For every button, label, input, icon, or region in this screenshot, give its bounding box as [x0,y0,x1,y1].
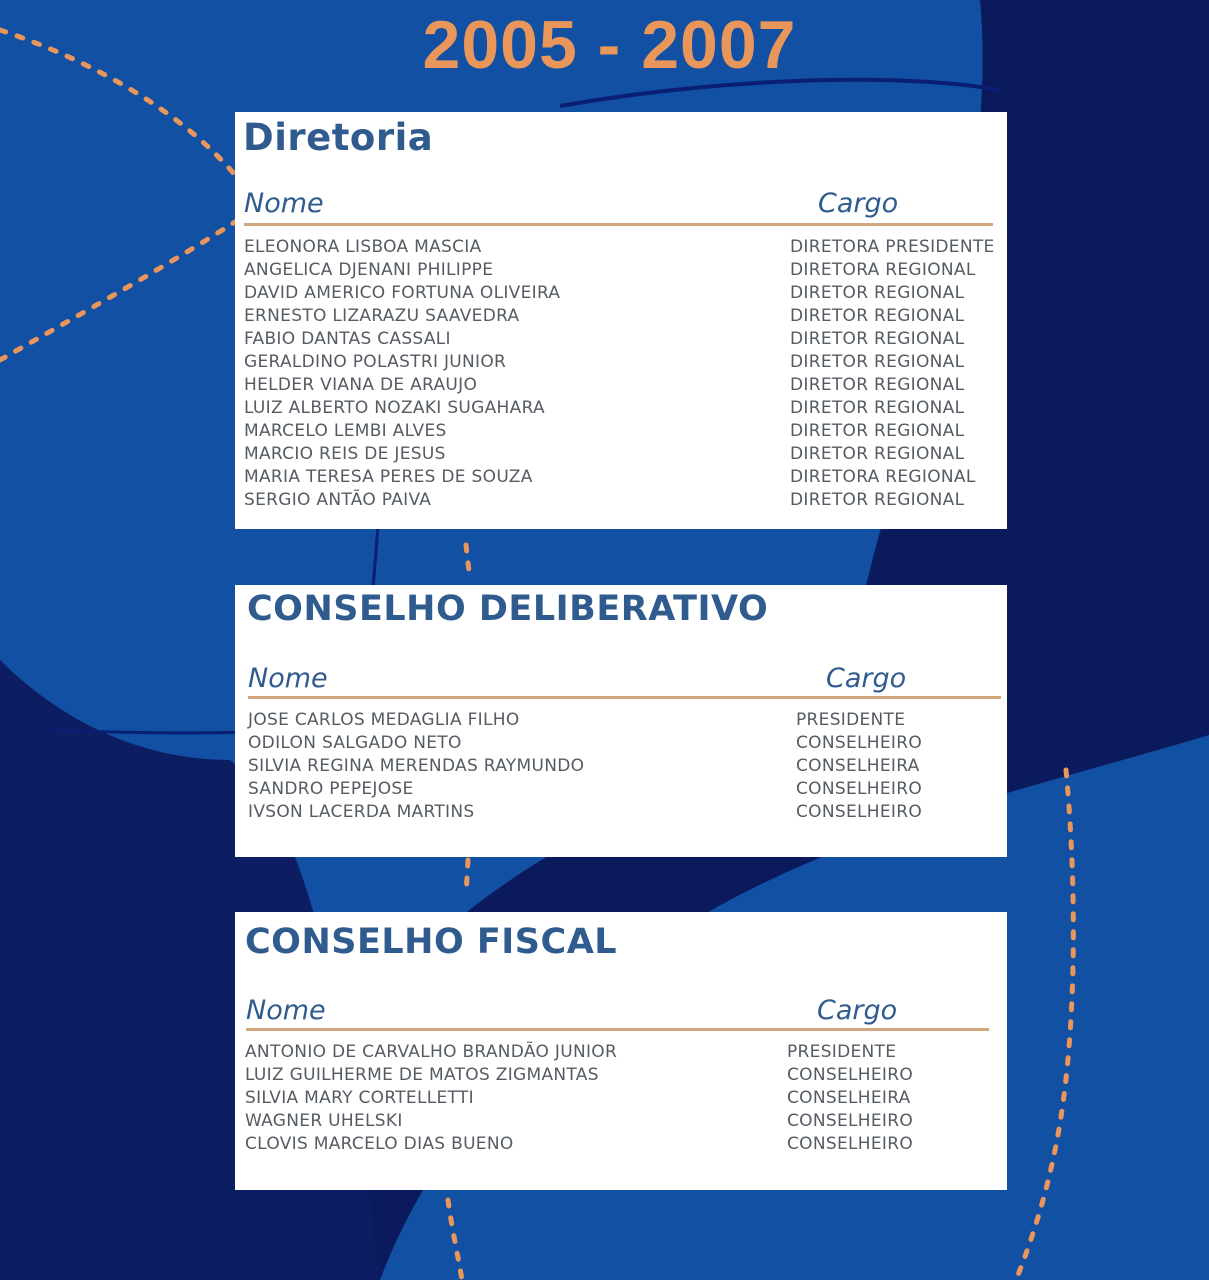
deliberativo-card [235,585,1007,857]
fiscal-rows [245,1041,1007,1156]
deliberativo-rows [248,709,1007,824]
table-row: JOSE CARLOS MEDAGLIA FILHO PRESIDENTE [248,710,906,730]
table-row: ODILON SALGADO NETO CONSELHEIRO [248,733,923,753]
fiscal-rule [246,1028,989,1031]
table-row: CLOVIS MARCELO DIAS BUENO CONSELHEIRO [245,1134,914,1154]
table-row: SILVIA REGINA MERENDAS RAYMUNDO CONSELHEIRA [248,756,920,776]
table-row: ANGELICA DJENANI PHILIPPE DIRETORA REGIONAL [244,260,976,280]
fiscal-name-header: Nome [246,995,326,1026]
diretoria-rule [244,223,993,226]
deliberativo-heading: CONSELHO DELIBERATIVO [247,589,769,629]
table-row: IVSON LACERDA MARTINS CONSELHEIRO [248,802,923,822]
table-row: GERALDINO POLASTRI JUNIOR DIRETOR REGIONAL [244,352,965,372]
table-row: ANTONIO DE CARVALHO BRANDÃO JUNIOR PRESIDENTE [245,1042,897,1062]
diretoria-role-header: Cargo [818,188,899,219]
diretoria-heading: Diretoria [243,116,434,159]
table-row: LUIZ ALBERTO NOZAKI SUGAHARA DIRETOR REGIONAL [244,398,965,418]
page-title: 2005 - 2007 [422,7,797,83]
table-row: ELEONORA LISBOA MASCIA DIRETORA PRESIDENTE [244,237,995,257]
fiscal-role-header: Cargo [817,995,898,1026]
deliberativo-name-header: Nome [248,663,328,694]
fiscal-card [235,912,1007,1190]
table-row: FABIO DANTAS CASSALI DIRETOR REGIONAL [244,329,965,349]
diretoria-card [235,112,1007,529]
table-row: MARCIO REIS DE JESUS DIRETOR REGIONAL [244,444,965,464]
table-row: HELDER VIANA DE ARAUJO DIRETOR REGIONAL [244,375,965,395]
table-row: MARIA TERESA PERES DE SOUZA DIRETORA REGIONAL [244,467,976,487]
table-row: SERGIO ANTÃO PAIVA DIRETOR REGIONAL [244,490,965,510]
table-row: MARCELO LEMBI ALVES DIRETOR REGIONAL [244,421,965,441]
fiscal-heading: CONSELHO FISCAL [245,922,618,962]
table-row: SANDRO PEPEJOSE CONSELHEIRO [248,779,923,799]
table-row: SILVIA MARY CORTELLETTI CONSELHEIRA [245,1088,911,1108]
deliberativo-rule [248,696,1001,699]
table-row: LUIZ GUILHERME DE MATOS ZIGMANTAS CONSELHEIRO [245,1065,914,1085]
table-row: DAVID AMERICO FORTUNA OLIVEIRA DIRETOR REGIONAL [244,283,965,303]
diretoria-name-header: Nome [244,188,324,219]
diretoria-rows [244,236,1007,512]
deliberativo-role-header: Cargo [826,663,907,694]
table-row: WAGNER UHELSKI CONSELHEIRO [245,1111,914,1131]
table-row: ERNESTO LIZARAZU SAAVEDRA DIRETOR REGIONAL [244,306,965,326]
